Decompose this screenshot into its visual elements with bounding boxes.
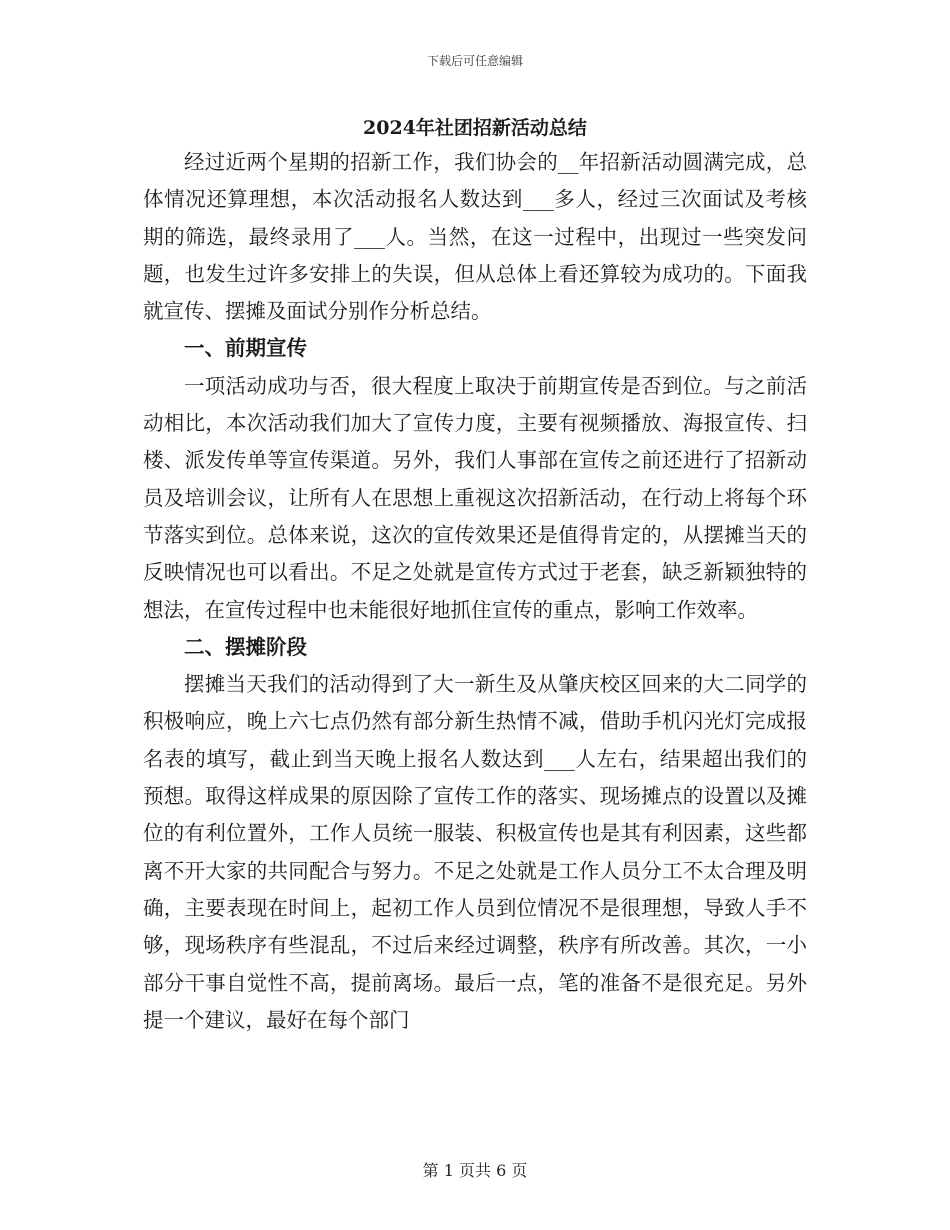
section-heading-booth: 二、摆摊阶段 — [184, 634, 307, 659]
section-heading-publicity: 一、前期宣传 — [184, 336, 307, 361]
document-body — [143, 144, 807, 1039]
page-number: 第 1 页共 6 页 — [422, 1161, 528, 1180]
section-paragraph-booth: 摆摊当天我们的活动得到了大一新生及从肇庆校区回来的大二同学的积极响应，晚上六七点仍然有部分新生热情不减，借助手机闪光灯完成报名表的填写，截止到当天晚上报名人数达到___人左右，结果超出我们的预想。取得这样成果的原因除了宣传工作的落实、现场摊点的设置以及摊位的有利位置外，工作人员统一服装、积极宣传也是其有利因素，这些都离不开大家的共同配合与努力。不足之处就是工作人员分工不太合理及明确，主要表现在时间上，起初工作人员到位情况不是很理想，导致人手不够，现场秩序有些混乱，不过后来经过调整，秩序有所改善。其次，一小部分干事自觉性不高，提前离场。最后一点，笔的准备不是很充足。另外提一个建议，最好在每个部门 — [143, 672, 807, 1032]
section-paragraph-publicity: 一项活动成功与否，很大程度上取决于前期宣传是否到位。与之前活动相比，本次活动我们加大了宣传力度，主要有视频播放、海报宣传、扫楼、派发传单等宣传渠道。另外，我们人事部在宣传之前还进行了招新动员及培训会议，让所有人在思想上重视这次招新活动，在行动上将每个环节落实到位。总体来说，这次的宣传效果还是值得肯定的，从摆摊当天的反映情况也可以看出。不足之处就是宣传方式过于老套，缺乏新颖独特的想法，在宣传过程中也未能很好地抓住宣传的重点，影响工作效率。 — [143, 373, 807, 622]
document-title: 2024年社团招新活动总结 — [363, 117, 587, 139]
intro-paragraph: 经过近两个星期的招新工作，我们协会的__年招新活动圆满完成，总体情况还算理想，本次活动报名人数达到___多人，经过三次面试及考核期的筛选，最终录用了___人。当然，在这一过程中，出现过一些突发问题，也发生过许多安排上的失误，但从总体上看还算较为成功的。下面我就宣传、摆摊及面试分别作分析总结。 — [143, 150, 807, 324]
header-note: 下载后可任意编辑 — [426, 54, 523, 68]
